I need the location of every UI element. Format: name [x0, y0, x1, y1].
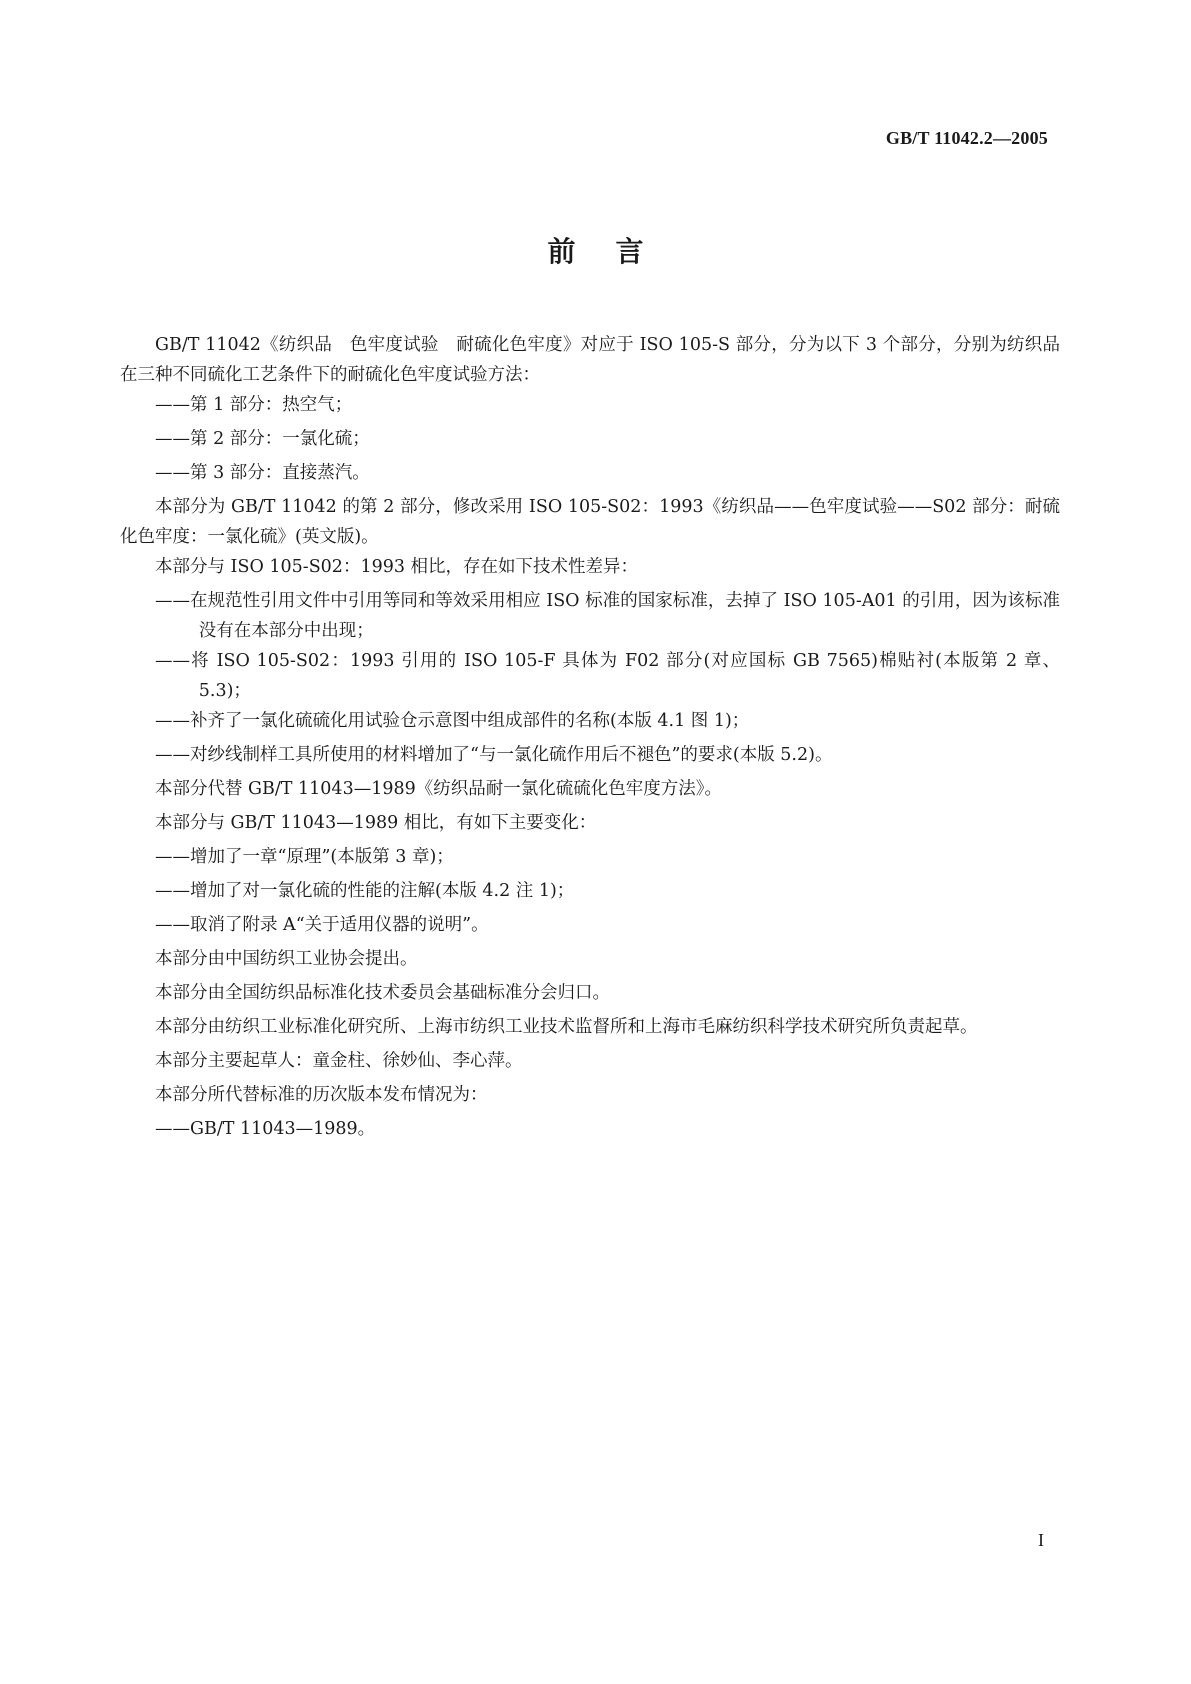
- list-item: ——对纱线制样工具所使用的材料增加了“与一氯化硫作用后不褪色”的要求(本版 5.2)。: [155, 745, 833, 765]
- paragraph: 本部分代替 GB/T 11043—1989《纺织品耐一氯化硫硫化色牢度方法》。: [155, 779, 722, 799]
- list-item: ——增加了一章“原理”(本版第 3 章)；: [155, 847, 454, 867]
- paragraph: 本部分为 GB/T 11042 的第 2 部分，修改采用 ISO 105-S02：1993《纺织品——色牢度试验——S02 部分：耐硫化色牢度：一氯化硫》(英文版)。: [120, 497, 1060, 547]
- foreword-body: [120, 330, 1060, 1148]
- standard-number: GB/T 11042.2—2005: [885, 128, 1048, 148]
- paragraph: 本部分由全国纺织品标准化技术委员会基础标准分会归口。: [155, 983, 610, 1003]
- list-item: ——补齐了一氯化硫硫化用试验仓示意图中组成部件的名称(本版 4.1 图 1)；: [155, 711, 750, 731]
- list-item: ——增加了对一氯化硫的性能的注解(本版 4.2 注 1)；: [155, 881, 575, 901]
- page-number: I: [1038, 1530, 1044, 1550]
- paragraph: 本部分所代替标准的历次版本发布情况为：: [155, 1085, 488, 1105]
- list-item: ——在规范性引用文件中引用等同和等效采用相应 ISO 标准的国家标准，去掉了 ISO 105-A01 的引用，因为该标准没有在本部分中出现；: [155, 591, 1060, 641]
- paragraph: 本部分主要起草人：童金柱、徐妙仙、李心萍。: [155, 1051, 523, 1071]
- list-item: ——GB/T 11043—1989。: [155, 1119, 376, 1139]
- paragraph: 本部分由中国纺织工业协会提出。: [155, 949, 418, 969]
- list-item: ——第 3 部分：直接蒸汽。: [155, 463, 370, 483]
- paragraph: GB/T 11042《纺织品 色牢度试验 耐硫化色牢度》对应于 ISO 105-S 部分，分为以下 3 个部分，分别为纺织品在三种不同硫化工艺条件下的耐硫化色牢度试验方法：: [120, 335, 1060, 385]
- list-item: ——第 2 部分：一氯化硫；: [155, 429, 370, 449]
- list-item: ——第 1 部分：热空气；: [155, 395, 353, 415]
- list-item: ——取消了附录 A“关于适用仪器的说明”。: [155, 915, 489, 935]
- list-item: ——将 ISO 105-S02：1993 引用的 ISO 105-F 具体为 F02 部分(对应国标 GB 7565)棉贴衬(本版第 2 章、5.3)；: [155, 651, 1060, 701]
- paragraph: 本部分由纺织工业标准化研究所、上海市纺织工业技术监督所和上海市毛麻纺织科学技术研究所负责起草。: [155, 1017, 978, 1037]
- paragraph: 本部分与 GB/T 11043—1989 相比，有如下主要变化：: [155, 813, 597, 833]
- page-title: 前言: [547, 235, 684, 268]
- paragraph: 本部分与 ISO 105-S02：1993 相比，存在如下技术性差异：: [155, 557, 639, 577]
